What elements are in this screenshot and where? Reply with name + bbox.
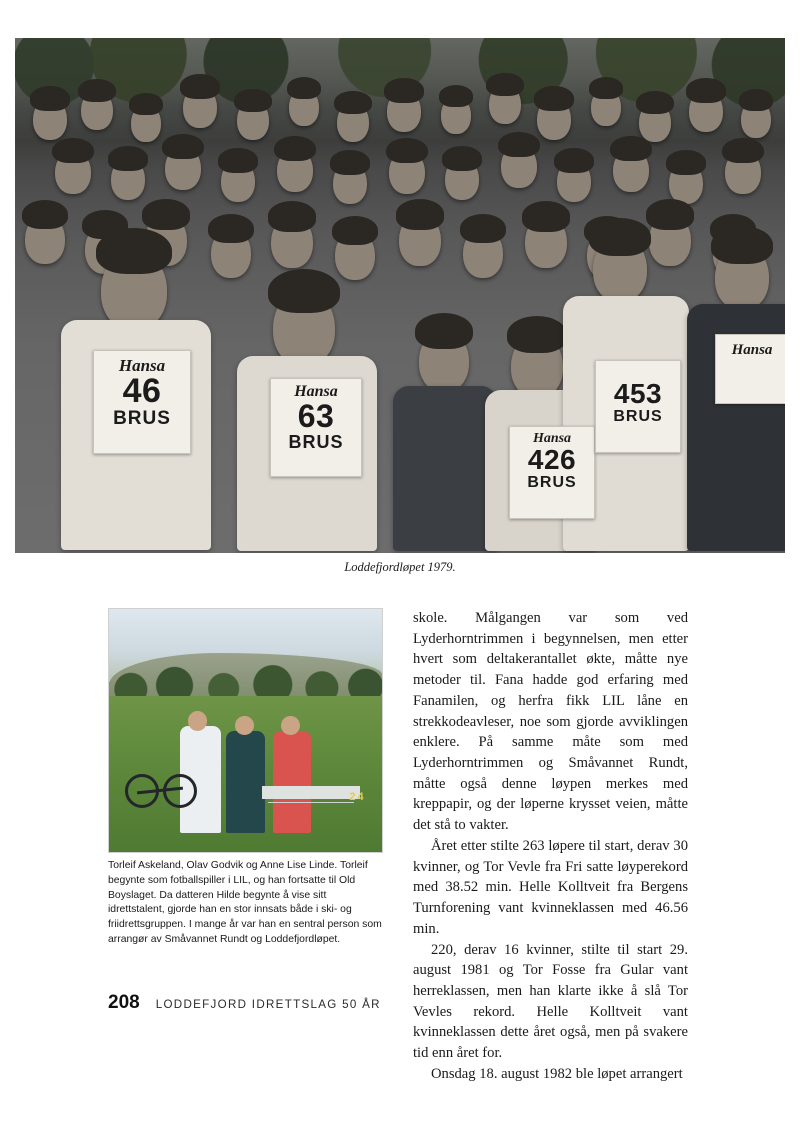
bib-word: BRUS (613, 407, 663, 425)
runner-bib (715, 334, 785, 404)
bib-number: 426 (527, 444, 577, 476)
person-right (273, 731, 311, 833)
left-column (108, 608, 383, 948)
hero-photo-caption: Loddefjordløpet 1979. (344, 560, 456, 574)
bib-number: 63 (297, 398, 335, 435)
bicycle-icon (125, 774, 197, 808)
bib-word: BRUS (527, 473, 577, 491)
body-text-column (413, 608, 688, 1085)
bib-brand: Hansa (731, 342, 773, 358)
runner-bib (93, 350, 191, 454)
running-head: LODDEFJORD IDRETTSLAG 50 ÅR (155, 998, 381, 1011)
bib-word: BRUS (113, 408, 171, 429)
page-number: 208 (108, 992, 140, 1013)
bib-word: BRUS (288, 431, 344, 452)
bib-number: 453 (613, 378, 663, 410)
page-footer (108, 992, 381, 1014)
hero-photo (15, 38, 785, 553)
bib-brand: Hansa (532, 431, 572, 446)
runner-bib (270, 378, 362, 477)
bib-brand: Hansa (294, 383, 338, 400)
bib-brand: Hansa (118, 356, 166, 375)
bib-number: 46 (122, 372, 162, 411)
crowd-of-runners (15, 38, 785, 553)
body-paragraph: Onsdag 18. august 1982 ble løpet arrangert (431, 1065, 683, 1082)
runner-bib (509, 426, 595, 519)
person-middle-head (235, 716, 254, 735)
photo-bib-number: 24 (349, 791, 366, 804)
runner-bib (595, 360, 681, 453)
body-paragraph: 220, derav 16 kvinner, stilte til start 29. august 1981 og Tor Fosse fra Gular vant herreklassen, men han klarte ikke å slå Tor Vevles rekord. Helle Kolltveit vant kvinneklassen dette året også, men på svakere tid enn året for. (413, 941, 688, 1062)
body-paragraph: skole. Målgangen var som ved Lyderhorntrimmen i begynnelsen, men etter hvert som deltakerantallet økte, måtte nye metoder til. Fana hadde god erfaring med Fanamilen, og herfra fikk LIL låne en strekkodeavleser, noe som gjorde avviklingen enklere. På samme måte som med Lyderhorntrimmen og Småvannet Rundt, måtte også denne løypen merkes med kreppapir, og der løperne krysset veien, måtte det stå to vakter. (413, 610, 688, 834)
person-left-head (188, 711, 207, 730)
award-photo-caption: Torleif Askeland, Olav Godvik og Anne Lise Linde. Torleif begynte som fotballspiller i LIL, og han fortsatte til Old Boyslaget. Da datteren Hilde begynte å vise sitt idrettstalent, gjorde han en stor innsats både i ski- og friidrettsgruppen. I mange år var han en sentral person som arrangør av Småvannet Rundt og Loddefjordløpet. (108, 860, 382, 945)
body-paragraph: Året etter stilte 263 løpere til start, derav 30 kvinner, og Tor Vevle fra Fri satte løyperekord med 38.52 min. Helle Kolltveit fra Bergens Turnforening vant kvinneklassen med 46.56 min. (413, 837, 688, 937)
award-photo (108, 608, 383, 853)
trophy-table (262, 786, 360, 798)
person-middle (226, 731, 264, 833)
